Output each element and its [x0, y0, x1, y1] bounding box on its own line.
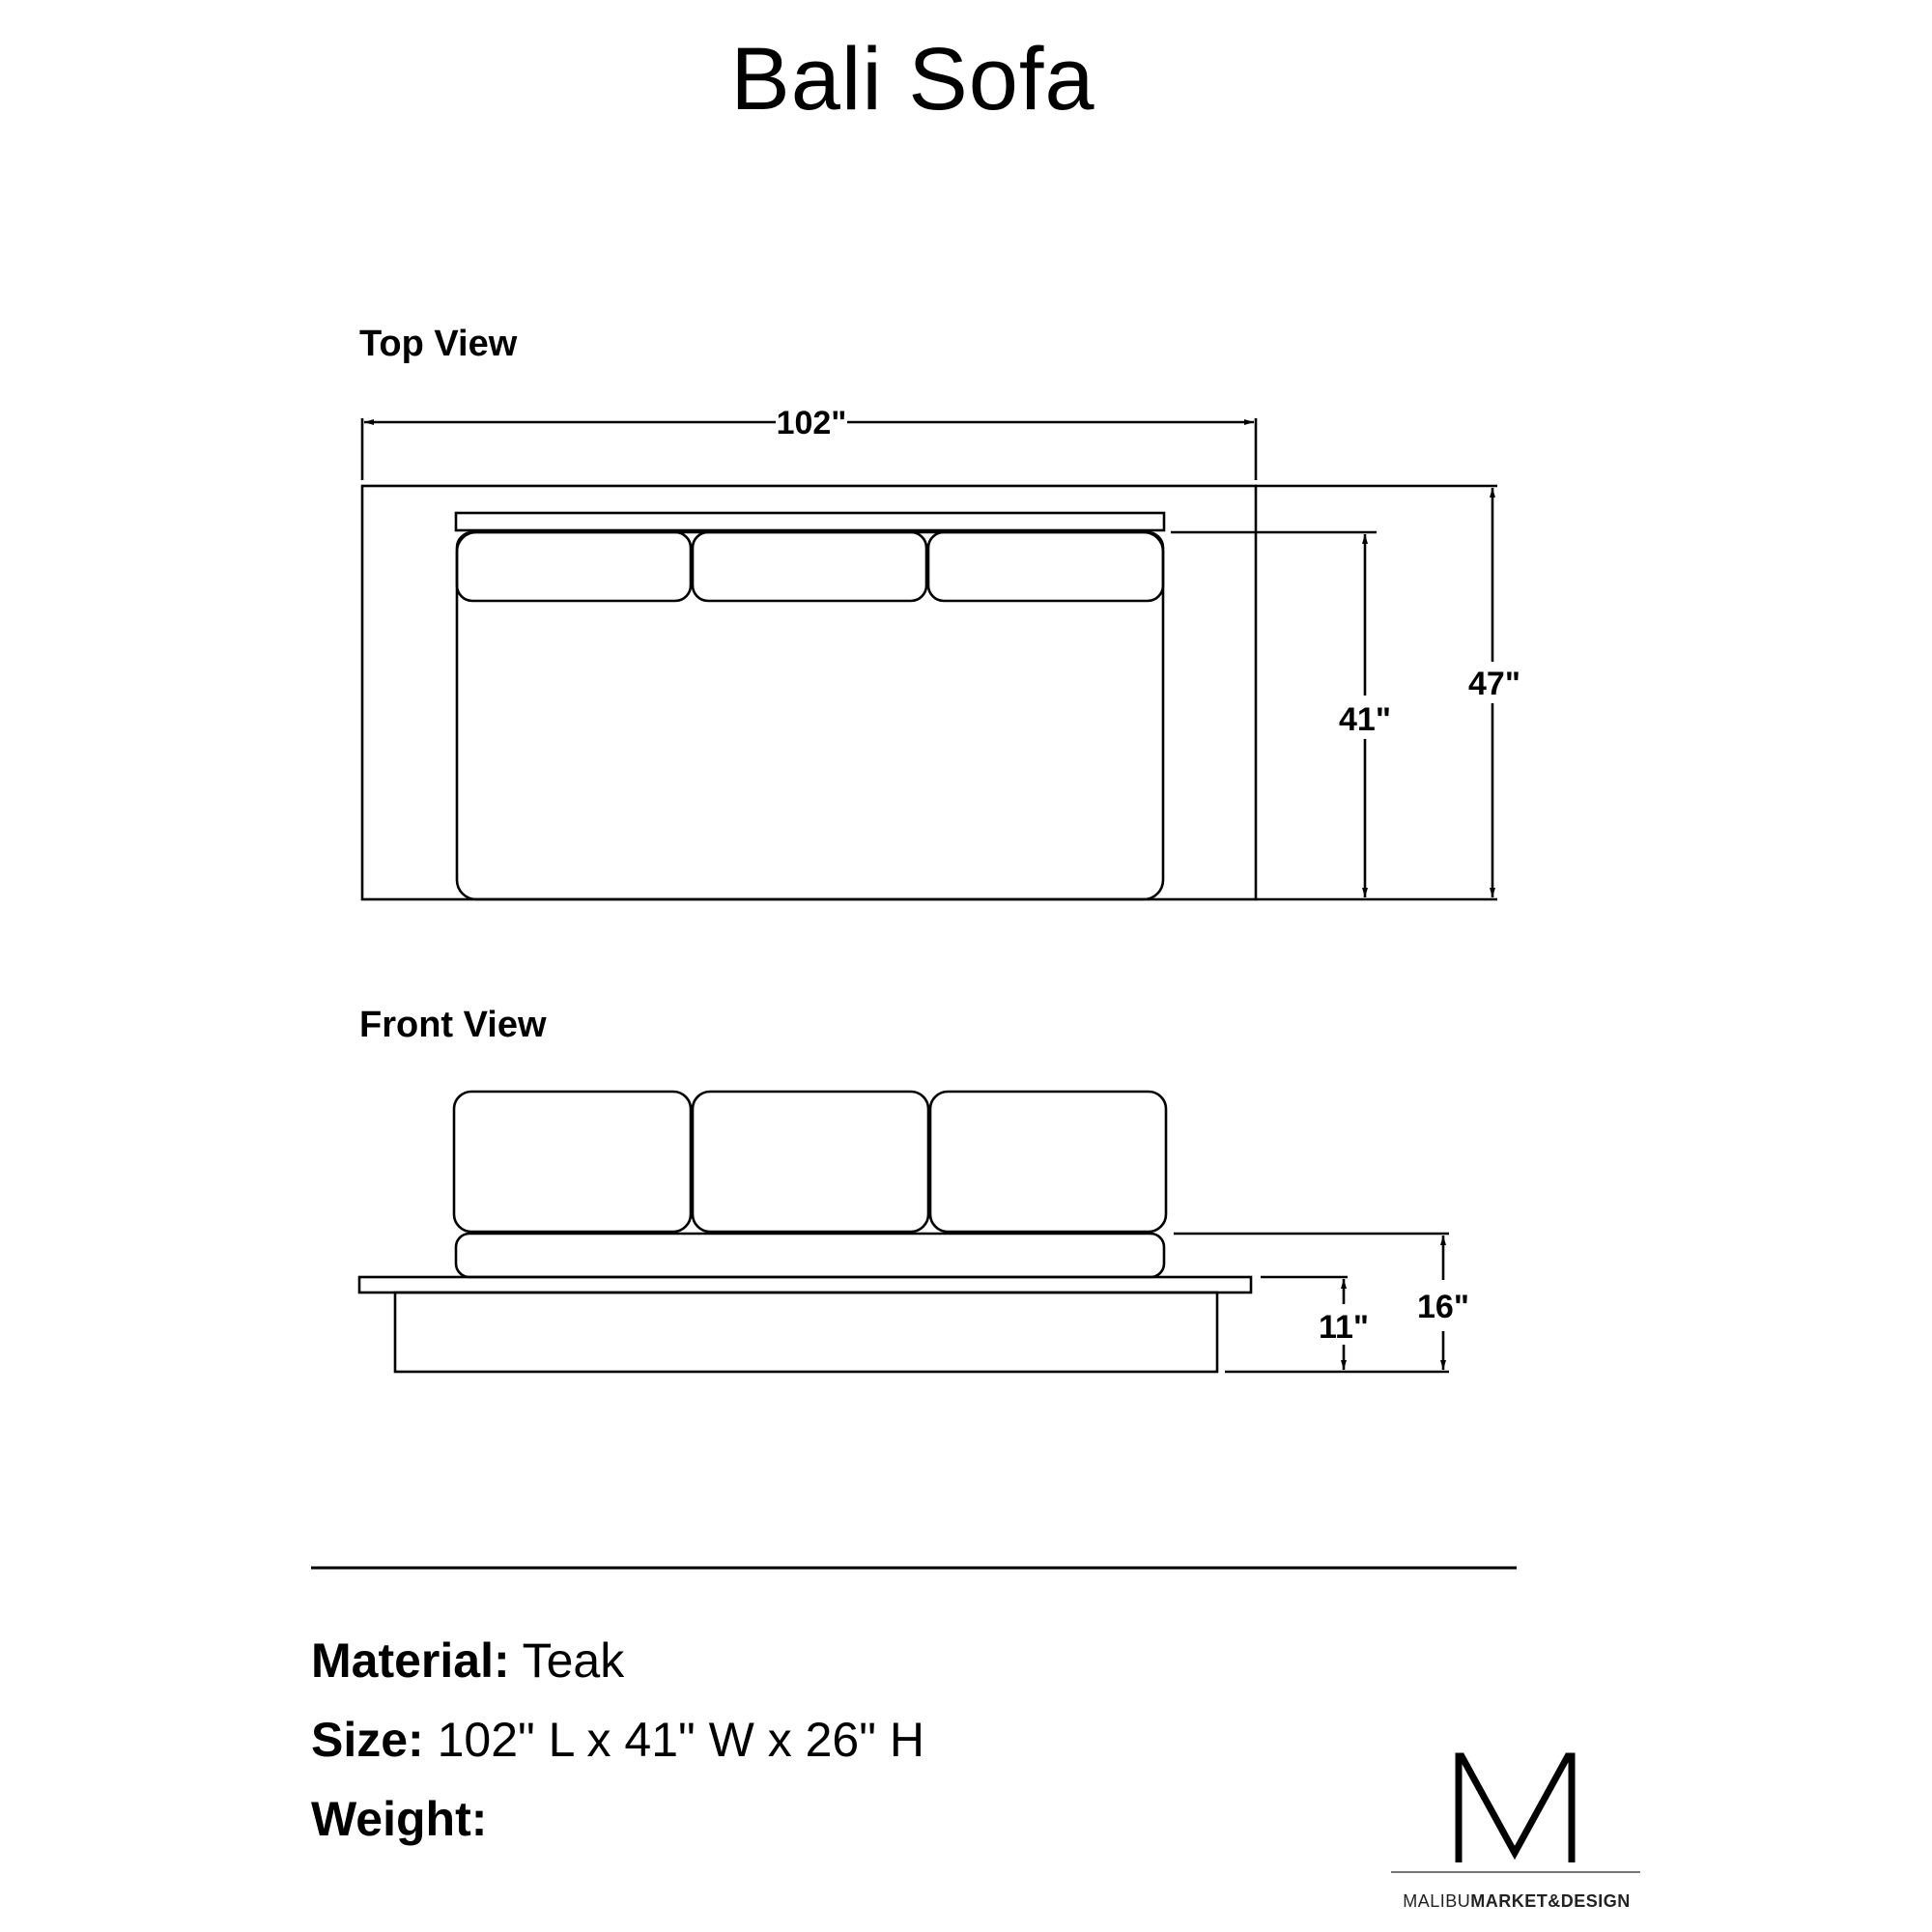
spec-material-value: Teak [509, 1634, 625, 1688]
dim-length-label: 102" [776, 405, 847, 441]
top-backrest-bar [456, 513, 1164, 530]
top-back-cushion-center [693, 532, 926, 601]
front-seat-cushion [456, 1234, 1164, 1277]
page-title: Bali Sofa [730, 30, 1095, 128]
front-view-drawing [359, 1092, 1449, 1372]
top-platform-outline [362, 486, 1256, 899]
top-view-label: Top View [359, 324, 518, 364]
top-back-cushion-left [457, 532, 691, 601]
front-back-cushion-center [693, 1092, 928, 1232]
front-base [395, 1293, 1217, 1372]
spec-material-label: Material: [311, 1634, 510, 1688]
brand-name-part1: MALIBU [1403, 1891, 1471, 1911]
dim-41-label: 41" [1339, 701, 1391, 738]
brand-logo [1391, 1739, 1642, 1932]
spec-size [311, 1712, 924, 1768]
front-back-cushion-right [930, 1092, 1166, 1232]
spec-weight-label: Weight: [311, 1792, 488, 1846]
spec-size-value: 102" L x 41" W x 26" H [423, 1713, 924, 1767]
spec-weight [311, 1791, 487, 1847]
logo-rule [1391, 1871, 1640, 1873]
spec-material [311, 1633, 624, 1689]
dim-11-label: 11" [1318, 1309, 1370, 1346]
logo-m-mark [1391, 1739, 1642, 1864]
front-view-label: Front View [359, 1005, 547, 1045]
spec-size-label: Size: [311, 1713, 424, 1767]
brand-name-part2: MARKET&DESIGN [1470, 1891, 1631, 1911]
dim-47-label: 47" [1468, 666, 1520, 702]
front-back-cushion-left [454, 1092, 691, 1232]
front-platform-top [359, 1277, 1251, 1293]
top-view-drawing [362, 418, 1497, 899]
brand-name [1391, 1891, 1642, 1912]
top-back-cushion-right [928, 532, 1163, 601]
dim-16-label: 16" [1417, 1289, 1469, 1325]
top-seat-cushion [457, 532, 1163, 899]
